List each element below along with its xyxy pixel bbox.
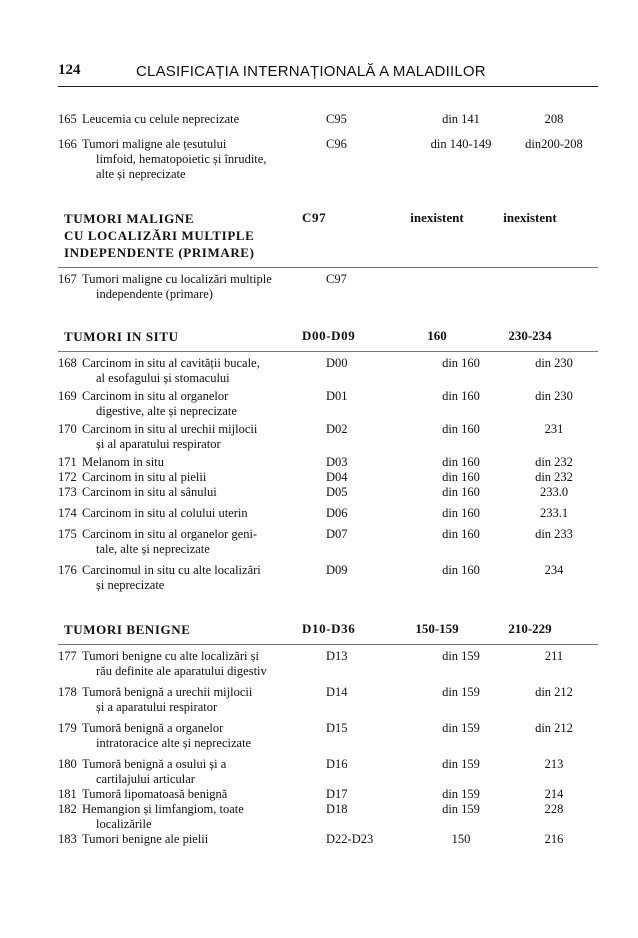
row-number: 171 [58,455,77,469]
description-line: al esofagului și stomacului [96,371,230,385]
header-rule [58,86,598,87]
row-number: 168 [58,356,77,370]
row-description [82,832,326,847]
running-title: CLASIFICAȚIA INTERNAȚIONALĂ A MALADIILOR [136,63,486,80]
table-row [58,506,598,521]
table-row [58,685,598,715]
row-old: din 230 [535,356,573,370]
table-row [58,422,598,452]
table-row [58,757,598,787]
row-code: D03 [326,455,348,469]
row-icd9: din 159 [442,685,480,699]
row-old: 231 [544,422,564,436]
description-line: Tumoră benignă a urechii mijlocii [82,685,253,699]
row-icd9: din 160 [442,455,480,469]
row-description [82,356,326,386]
row-number: 167 [58,272,77,286]
row-number: 177 [58,649,77,663]
row-icd9: din 159 [442,721,480,735]
section-code: D00-D09 [302,328,356,343]
section-heading [58,621,598,638]
section-title [58,621,302,638]
table-row [58,137,598,182]
row-number: 175 [58,527,77,541]
row-number: 170 [58,422,77,436]
table-row [58,112,598,127]
row-description [82,685,326,715]
description-line: Leucemia cu celule neprecizate [82,112,240,126]
description-line: Tumoră benignă a osului și a [82,757,227,771]
table-row [58,649,598,679]
section-icd9-range: inexistent [410,210,464,225]
row-number: 180 [58,757,77,771]
table-row [58,485,598,500]
row-description [82,272,326,302]
table-row [58,272,598,302]
table-row [58,721,598,751]
row-number: 183 [58,832,77,846]
spacer [58,302,598,328]
description-line: Tumori maligne ale țesutului [82,137,227,151]
description-line: limfoid, hematopoietic și înrudite, [96,152,267,166]
table-row [58,563,598,593]
row-code: C97 [326,272,347,286]
description-line: cartilajului articular [96,772,195,786]
row-icd9: din 160 [442,389,480,403]
row-icd9: din 160 [442,356,480,370]
row-number: 181 [58,787,77,801]
row-old: 211 [544,649,564,663]
row-description [82,802,326,832]
row-code: D00 [326,356,348,370]
row-icd9: din 160 [442,485,480,499]
section-divider [58,644,598,645]
spacer [58,593,598,621]
row-number: 169 [58,389,77,403]
description-line: Carcinom in situ al urechii mijlocii [82,422,258,436]
row-description [82,649,326,679]
row-description [82,389,326,419]
section-heading [58,328,598,345]
page-header [58,62,598,84]
row-old: 228 [544,802,564,816]
section-title-line: TUMORI IN SITU [64,329,179,344]
description-line: Tumori maligne cu localizări multiple [82,272,272,286]
description-line: Carcinom in situ al organelor [82,389,229,403]
row-code: C96 [326,137,347,151]
description-line: independente (primare) [96,287,213,301]
row-old: din 233 [535,527,573,541]
row-number: 173 [58,485,77,499]
row-old: 216 [544,832,564,846]
row-icd9: din 159 [442,802,480,816]
section-divider [58,351,598,352]
row-old: 208 [544,112,564,126]
row-old: din 232 [535,455,573,469]
row-description [82,137,326,182]
row-old: din 232 [535,470,573,484]
row-icd9: din 141 [442,112,480,126]
row-description [82,757,326,787]
description-line: rău definite ale aparatului digestiv [96,664,267,678]
table-row [58,527,598,557]
row-code: D22-D23 [326,832,374,846]
row-code: D02 [326,422,348,436]
description-line: Tumori benigne cu alte localizări și [82,649,259,663]
row-icd9: din 160 [442,506,480,520]
table-row [58,802,598,832]
row-icd9: din 160 [442,527,480,541]
row-code: D07 [326,527,348,541]
row-code: D16 [326,757,348,771]
row-description [82,563,326,593]
row-icd9: din 159 [442,649,480,663]
page-number: 124 [58,62,81,78]
row-code: D05 [326,485,348,499]
description-line: tale, alte și neprecizate [96,542,210,556]
row-code: D01 [326,389,348,403]
description-line: Tumoră benignă a organelor [82,721,224,735]
description-line: digestive, alte și neprecizate [96,404,237,418]
description-line: alte și neprecizate [96,167,186,181]
row-code: D04 [326,470,348,484]
row-number: 179 [58,721,77,735]
row-description [82,455,326,470]
description-line: localizările [96,817,152,831]
row-code: D18 [326,802,348,816]
row-old: din200-208 [525,137,583,151]
section-divider [58,267,598,268]
row-number: 166 [58,137,77,151]
section-icd9-range: 160 [427,328,447,343]
row-icd9: din 160 [442,422,480,436]
description-line: și al aparatului respirator [96,437,221,451]
spacer [58,127,598,137]
section-title-line: CU LOCALIZĂRI MULTIPLE [64,228,255,243]
row-code: C95 [326,112,347,126]
row-description [82,506,326,521]
table-row [58,389,598,419]
section-title-line: INDEPENDENTE (PRIMARE) [64,245,255,260]
row-old: din 212 [535,685,573,699]
row-description [82,470,326,485]
row-icd9: din 159 [442,757,480,771]
row-description [82,485,326,500]
section-code: D10-D36 [302,621,356,636]
table-row [58,470,598,485]
row-number: 165 [58,112,77,126]
table-row [58,832,598,847]
description-line: Tumoră lipomatoasă benignă [82,787,228,801]
row-old: 233.1 [539,506,569,520]
classification-table [58,112,598,847]
description-line: și neprecizate [96,578,165,592]
row-code: D17 [326,787,348,801]
table-row [58,356,598,386]
row-description [82,721,326,751]
section-old-range: 210-229 [508,621,552,636]
section-title-line: TUMORI MALIGNE [64,211,195,226]
section-title-line: TUMORI BENIGNE [64,622,191,637]
description-line: Melanom in situ [82,455,164,469]
description-line: și a aparatului respirator [96,700,218,714]
row-number: 182 [58,802,77,816]
row-icd9: din 140-149 [430,137,492,151]
row-description [82,112,326,127]
section-heading [58,210,598,261]
row-code: D09 [326,563,348,577]
row-description [82,527,326,557]
section-icd9-range: 150-159 [415,621,459,636]
description-line: intratoracice alte și neprecizate [96,736,252,750]
row-code: D06 [326,506,348,520]
row-old: din 230 [535,389,573,403]
section-title [58,328,302,345]
row-code: D15 [326,721,348,735]
description-line: Carcinomul in situ cu alte localizări [82,563,261,577]
row-old: din 212 [535,721,573,735]
row-old: 234 [544,563,564,577]
row-description [82,787,326,802]
row-number: 174 [58,506,77,520]
table-row [58,787,598,802]
row-number: 172 [58,470,77,484]
row-old: 233.0 [539,485,569,499]
section-title [58,210,302,261]
description-line: Carcinom in situ al pielii [82,470,207,484]
row-icd9: din 160 [442,470,480,484]
table-row [58,455,598,470]
description-line: Carcinom in situ al colului uterin [82,506,248,520]
row-icd9: 150 [451,832,471,846]
spacer [58,182,598,210]
row-description [82,422,326,452]
row-old: 213 [544,757,564,771]
section-old-range: inexistent [503,210,557,225]
section-old-range: 230-234 [508,328,552,343]
row-number: 176 [58,563,77,577]
description-line: Hemangion și limfangiom, toate [82,802,244,816]
description-line: Carcinom in situ al organelor geni- [82,527,258,541]
row-code: D13 [326,649,348,663]
description-line: Tumori benigne ale pielii [82,832,209,846]
row-old: 214 [544,787,564,801]
section-code: C97 [302,210,327,225]
description-line: Carcinom in situ al cavității bucale, [82,356,260,370]
row-icd9: din 159 [442,787,480,801]
description-line: Carcinom in situ al sânului [82,485,217,499]
row-number: 178 [58,685,77,699]
row-code: D14 [326,685,348,699]
row-icd9: din 160 [442,563,480,577]
